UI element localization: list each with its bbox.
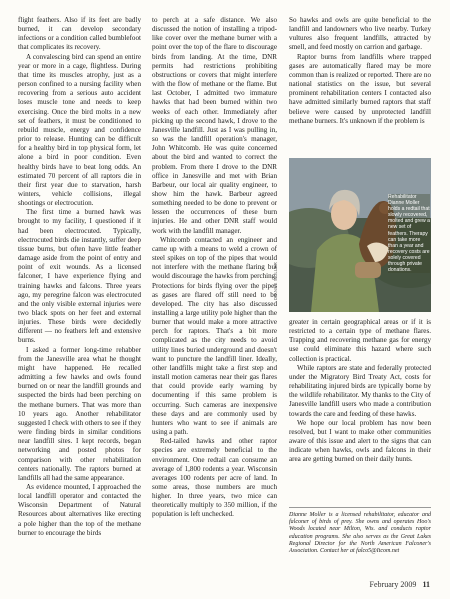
paragraph: greater in certain geographical areas or if it is restricted to a certain type of methane flares. Trapping and recovering methane gas for energy use could eliminate this hazard where such collection is practical. [289,318,431,363]
photo-credit: DIANNE MOLLER [273,261,278,300]
paragraph: We hope our local problem has now been resolved, but I want to make other communities aware of this issue and alert to the signs that can indicate when hawks, owls and falcons in their area are getting burned on their daily hunts. [289,418,431,464]
issue-date: February 2009 [369,580,417,589]
article-column-3 [289,16,431,126]
paragraph: I asked a former long-time rehabber from the Janesville area what he thought might have happened. He recalled admitting a few hawks and owls found burned on or near the landfill grounds and suspected the birds had been perching on the methane burners. That was more than 10 years ago. Another rehabilitator suggested I check with others to see if they were finding birds in similar conditions near landfill sites. I kept records, began networking and posted photos for comparison with other rehabilitation centers nationally. The raptors burned at landfills all had the same appearance. [18,345,141,482]
paragraph: Red-tailed hawks and other raptor species are extremely beneficial to the environment. One redtail can consume an average of 1,800 rodents a year. Wisconsin averages 100 rodents per acre of land. In some areas, those numbers are much higher. In three years, two mice can theoretically multiply to 350 million, if the population is left unchecked. [152,437,277,519]
paragraph: While raptors are state and federally protected under the Migratory Bird Treaty Act, costs for rehabilitating injured birds are typically borne by the wildlife rehabilitator. My thanks to the City of Janesville landfill users who made a contribution towards the care and feeding of these hawks. [289,363,431,418]
paragraph: flight feathers. Also if its feet are badly burned, it can develop secondary infections or a condition called bumblefoot that complicates its recovery. [18,16,141,52]
article-column-2 [152,16,277,520]
page-number: 11 [422,580,430,589]
page-footer [370,580,430,589]
paragraph: to perch at a safe distance. We also discussed the notion of installing a tripod-like cover over the methane burner with a point over the top of the flare to discourage birds from landing. At the time, DNR permits had restrictions prohibiting obstructions or covers that might interfere with the flow of methane or the flame. But last October, I admitted two immature hawks that had been burned within two weeks of each other. Immediately after picking up the second hawk, I drove to the Janesville landfill. Just as I was pulling in, so was the landfill operation's manager, John Whitcomb. He was quite concerned about the bird and wanted to correct the problem. From there I drove to the DNR office in Janesville and met with Brian Barbeur, our local air quality engineer, to show him the hawk. Barbeur agreed something needed to be done to prevent or lessen the occurrences of these burn injuries. He and other DNR staff would work with the landfill manager. [152,16,277,235]
photo-rehabilitator-with-hawk [289,158,431,312]
author-bio: Dianne Moller is a licensed rehabilitator, educator and falconer of birds of prey. She owns and operates Hoo's Woods located near Milton, Wis. and conducts raptor education programs. She also serves as the Great Lakes Regional Director for the North American Falconer's Association. Contact her at falco5@Itcom.net [289,512,431,555]
paragraph: A convalescing bird can spend an entire year or more in a cage, flightless. During that time its muscles atrophy, just as a person confined to a nursing facility when recovering from a serious auto accident loses muscle tone and needs to keep exercising. Once the bird molts in a new set of feathers, it must be conditioned to rebuild muscle, energy and confidence prior to release. Hunting can be difficult for a healthy bird in top physical form, let alone a bird in poor condition. Even healthy birds have to beat long odds. An estimated 70 percent of all raptors die in their first year due to starvation, harsh winters, vehicle collisions, illegal shootings or electrocution. [18,52,141,208]
paragraph: The first time a burned hawk was brought to my facility, I questioned if it had been electrocuted. Typically, electrocuted birds die instantly, suffer deep tissue burns, but often have little feather damage aside from the point of entry and point of exit wounds. As a licensed falconer, I have experience flying and training hawks and falcons. Three years ago, my peregrine falcon was electrocuted and the only visible external injuries were two black spots on her feet and external injuries. These birds were decidedly different — no feathers left and extensive burns. [18,208,141,345]
divider [289,507,431,508]
article-column-3-continued [289,318,431,465]
photo-caption: Rehabilitator Dianne Moller holds a redtail that slowly recovered, molted and grew a new set of feathers. Therapy can take more than a year and recovery costs are solely covered through private donations. [388,194,430,274]
article-column-1 [18,16,141,538]
paragraph: So hawks and owls are quite beneficial to the landfill and landowners who live nearby. Turkey vultures also frequent landfills, attracted by smell, and feed mostly on carrion and garbage. [289,16,431,52]
paragraph: Whitcomb contacted an engineer and came up with a means to weld a crown of steel spikes on top of the pipes that would not interfere with the methane flaring but would discourage the hawks from perching. Protections for birds flying over the pipes as gases are flared off still need to be developed. The city has also discussed installing a large utility pole higher than the burner that would make a more attractive perch for raptors. That's a bit more complicated as the city needs to avoid utility lines buried underground and doesn't want to puncture the landfill liner. Ideally, other landfills might take a first step and install motion cameras near their gas flares that could provide early warning by documenting if this same problem is occurring. Such cameras are inexpensive these days and are commonly used by hunters who want to see if animals are using a path. [152,235,277,437]
paragraph: As evidence mounted, I approached the local landfill operator and contacted the Wisconsin Department of Natural Resources about alternatives like erecting a pole higher than the top of the methane burner to encourage the birds [18,482,141,537]
paragraph: Raptor burns from landfills where trapped gases are automatically flared may be more common than is realized or reported. There are no national statistics on the issue, but several prominent rehabilitation centers I contacted also have admitted similarly burned raptors that staff believe were caused by unprotected landfill methane burners. It's unknown if the problem is [289,52,431,125]
